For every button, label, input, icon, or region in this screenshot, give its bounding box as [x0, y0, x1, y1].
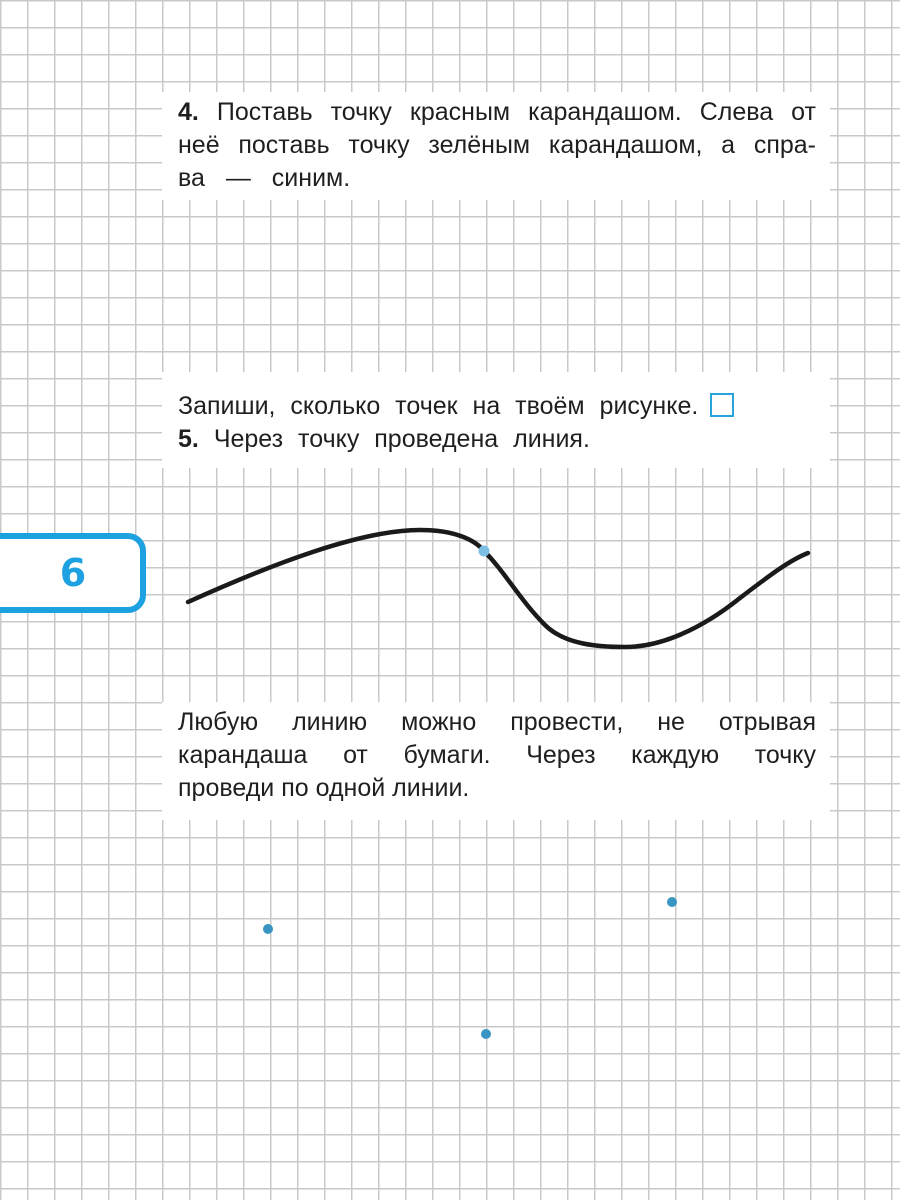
- task-5-number: 5.: [178, 425, 199, 453]
- dot-2[interactable]: [667, 897, 677, 907]
- followup-line-3: проведи по одной линии.: [178, 774, 470, 802]
- task-4-line-2: неё поставь точку зелёным карандашом, а спра-: [178, 131, 816, 159]
- task-4-text-3: ва — синим.: [178, 164, 351, 192]
- dot-1[interactable]: [263, 924, 273, 934]
- page-number: 6: [59, 551, 87, 595]
- task-4-text-1: Поставь точку красным карандашом. Слева от: [216, 98, 816, 126]
- count-prompt: Запиши, сколько точек на твоём рисунке.: [178, 392, 699, 420]
- task-4-number: 4.: [178, 98, 199, 126]
- dot-3[interactable]: [481, 1029, 491, 1039]
- followup-line-2: карандаша от бумаги. Через каждую точку: [178, 741, 816, 769]
- task-5-text: Через точку проведена линия.: [213, 425, 590, 453]
- followup-line-1: Любую линию можно провести, не отрывая: [178, 708, 816, 736]
- dot-on-curve: [479, 546, 490, 557]
- curve-line: [188, 530, 808, 647]
